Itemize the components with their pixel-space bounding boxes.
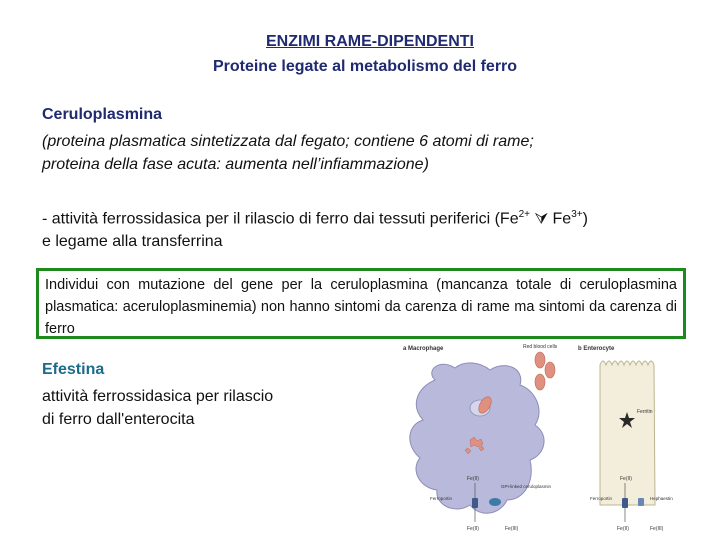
fe2-charge: 2+ xyxy=(518,209,531,220)
activity-line2: e legame alla transferrina xyxy=(42,233,223,251)
ferroportin-label-b: Ferroportin xyxy=(590,496,613,501)
ceruloplasmina-heading: Ceruloplasmina xyxy=(42,106,163,123)
fe-ii-out-label-b: Fe(II) xyxy=(617,526,629,532)
efestina-desc-line2: di ferro dall'enterocita xyxy=(42,411,195,428)
fe-ii-label-b: Fe(II) xyxy=(620,476,632,482)
gpi-ceruloplasmin xyxy=(489,498,501,506)
fe-iii-out-label-a: Fe(III) xyxy=(505,526,519,532)
ceruloplasmina-desc-line1: (proteina plasmatica sintetizzata dal fegato; contiene 6 atomi di rame; xyxy=(42,133,534,150)
iron-export-diagram xyxy=(395,340,705,540)
fe3-charge: 3+ xyxy=(571,209,583,220)
enterocyte-cell xyxy=(600,361,655,505)
ceruloplasmina-activity xyxy=(42,203,692,253)
activity-line1 xyxy=(42,203,692,230)
macrophage-cell xyxy=(410,363,544,513)
hephaestin-marker xyxy=(638,498,644,506)
page-subtitle: Proteine legate al metabolismo del ferro xyxy=(212,58,518,75)
fe-ii-out-label-a: Fe(II) xyxy=(467,526,479,532)
red-blood-cell-2 xyxy=(545,362,555,378)
panel-b-label: b Enterocyte xyxy=(578,346,615,352)
efestina-description xyxy=(42,385,322,431)
hephaestin-label: Hephaestin xyxy=(650,496,673,501)
fe-ii-label-a: Fe(II) xyxy=(467,476,479,482)
aceruloplasminemia-note-box: Individui con mutazione del gene per la ceruloplasmina (mancanza totale di ceruloplasmina plasmatica: aceruloplasminemia) non hanno sintomi da carenza di rame ma sintomi da carenza di ferro xyxy=(36,268,686,339)
activity-close: ) xyxy=(582,210,588,228)
ferroportin-a xyxy=(472,498,478,508)
fe-symbol: Fe xyxy=(552,210,572,228)
page-title: ENZIMI RAME-DIPENDENTI xyxy=(266,33,474,50)
red-blood-cells-label: Red blood cells xyxy=(523,344,558,350)
gpi-ceruloplasmin-label: GPI-linked ceruloplasmin xyxy=(501,484,552,489)
iron-export-figure xyxy=(395,340,705,540)
red-blood-cell-3 xyxy=(535,374,545,390)
ceruloplasmina-description xyxy=(42,130,682,176)
efestina-heading: Efestina xyxy=(42,361,105,378)
efestina-desc-line1: attività ferrossidasica per rilascio xyxy=(42,388,274,405)
ferroportin-label-a: Ferroportin xyxy=(430,496,453,501)
panel-a-label: a Macrophage xyxy=(403,346,444,352)
fe-iii-out-label-b: Fe(III) xyxy=(650,526,664,532)
ferroportin-b xyxy=(622,498,628,508)
ferritin-label: Ferritin xyxy=(637,409,653,415)
red-blood-cell-1 xyxy=(535,352,545,368)
ceruloplasmina-desc-line2: proteina della fase acuta: aumenta nell’infiammazione) xyxy=(42,156,429,173)
activity-text: - attività ferrossidasica per il rilascio di ferro dai tessuti periferici (Fe xyxy=(42,210,519,228)
conversion-arrow-icon: ⮛ xyxy=(530,210,553,228)
